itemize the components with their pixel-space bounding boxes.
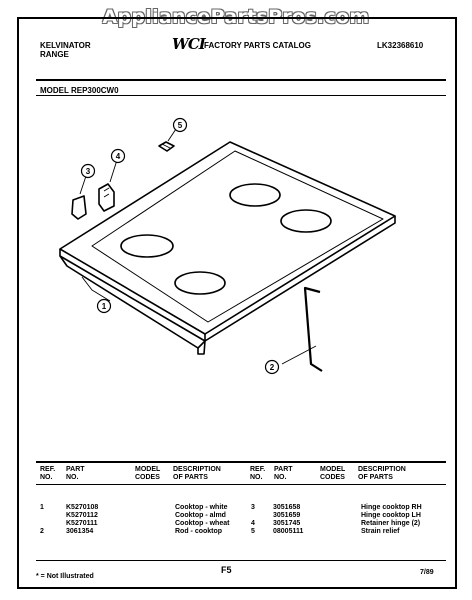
callout-4: 4: [115, 152, 121, 161]
table-row-part: 3051659: [273, 512, 301, 519]
col-part-right: PART NO.: [274, 466, 293, 481]
col-model: MODEL CODES: [135, 466, 161, 481]
col-part: PART NO.: [66, 466, 85, 481]
table-row-ref: 5: [251, 528, 255, 535]
table-row-part: K5270111: [66, 520, 98, 527]
table-row-desc: Retainer hinge (2): [361, 520, 421, 527]
table-row-desc: Cooktop - almd: [175, 512, 226, 519]
parts-diagram: [20, 96, 452, 451]
table-row-ref: 1: [40, 504, 44, 511]
catalog-title: FACTORY PARTS CATALOG: [204, 41, 311, 50]
table-row-desc: Rod - cooktop: [175, 528, 223, 535]
col-ref-right: REF. NO.: [250, 466, 266, 481]
page-number: F5: [221, 565, 232, 575]
table-row-ref: 4: [251, 520, 255, 527]
table-row-part: 3061354: [66, 528, 94, 535]
col-desc-right: DESCRIPTION OF PARTS: [358, 466, 406, 481]
col-desc: DESCRIPTION OF PARTS: [173, 466, 221, 481]
col-ref: REF. NO.: [40, 466, 56, 481]
catalog-date: 7/89: [420, 569, 434, 576]
table-row-part: 08005111: [273, 528, 304, 535]
table-row-desc: Cooktop - wheat: [175, 520, 230, 527]
callout-3: 3: [85, 167, 91, 176]
table-header-rule: [36, 484, 446, 485]
table-row-ref: 3: [251, 504, 255, 511]
table-row-ref: 2: [40, 528, 44, 535]
footnote: * = Not Illustrated: [36, 573, 94, 580]
header-rule: [36, 79, 446, 81]
callout-1: 1: [101, 302, 107, 311]
table-top-rule: [36, 461, 446, 463]
watermark: AppliancePartsPros.com: [102, 6, 370, 28]
model-number: MODEL REP300CW0: [40, 86, 119, 95]
table-row-part: 3051658: [273, 504, 301, 511]
table-row-desc: Cooktop - white: [175, 504, 228, 511]
callout-5: 5: [177, 121, 183, 130]
table-row-part: K5270112: [66, 512, 98, 519]
wci-logo: WCI: [172, 35, 205, 53]
brand-name: KELVINATOR: [40, 41, 91, 50]
footer-rule: [36, 560, 446, 561]
table-row-desc: Hinge cooktop LH: [361, 512, 421, 519]
table-row-part: K5270108: [66, 504, 99, 511]
col-model-right: MODEL CODES: [320, 466, 346, 481]
table-row-part: 3051745: [273, 520, 301, 527]
product-type: RANGE: [40, 50, 69, 59]
callout-2: 2: [269, 363, 275, 372]
table-row-desc: Strain relief: [361, 528, 400, 535]
catalog-number: LK32368610: [377, 41, 424, 50]
table-row-desc: Hinge cooktop RH: [361, 504, 422, 511]
